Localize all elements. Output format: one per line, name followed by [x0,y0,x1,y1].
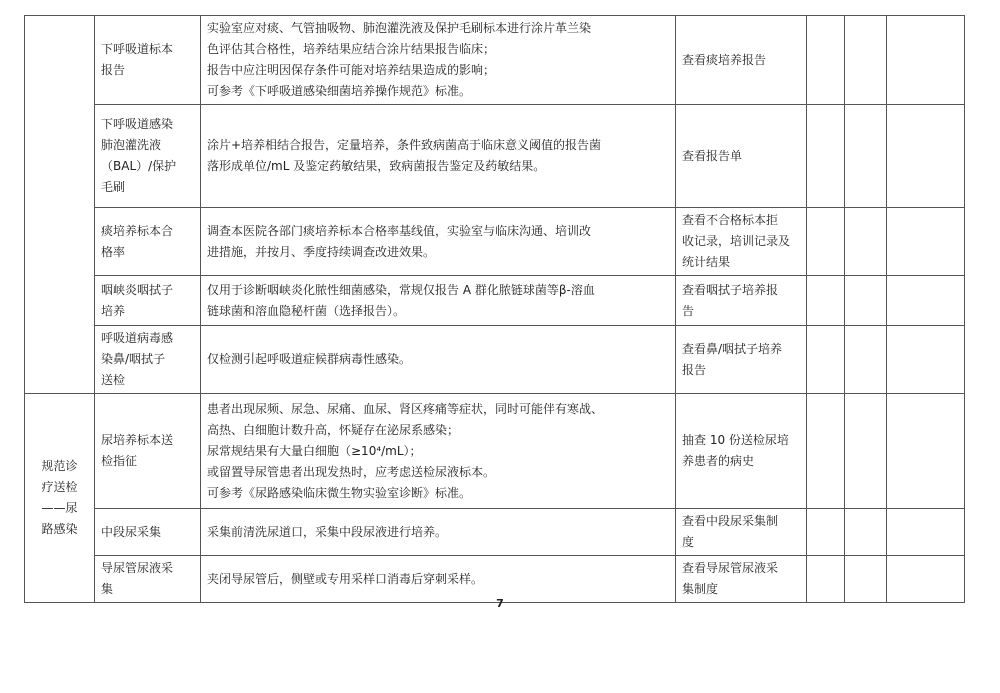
item-cell [95,326,201,394]
requirement-cell [201,208,676,276]
item-cell-line: 尿培养标本送 [101,433,174,447]
method-cell [676,276,807,326]
requirement-cell [201,509,676,556]
method-cell-line: 养患者的病史 [682,454,755,468]
method-cell-line: 告 [682,303,695,318]
table-row [25,16,965,105]
requirement-cell-line: 患者出现尿频、尿急、尿痛、血尿、肾区疼痛等症状，同时可能伴有寒战、 [207,401,604,416]
requirement-cell-line: 报告中应注明因保存条件可能对培养结果造成的影响； [207,63,496,77]
method-cell-line: 查看鼻/咽拭子培养 [682,341,783,356]
requirement-cell-line: 尿常规结果有大量白细胞（≥10⁴/mL）； [207,443,422,458]
category-cell-respiratory [25,16,95,394]
requirement-cell-line: 高热、白细胞计数升高，怀疑存在泌尿系感染； [207,422,460,437]
requirement-cell-line: 仅检测引起呼吸道症候群病毒性感染。 [207,352,412,366]
remark-cell [887,509,965,556]
category-cell-urinary-line: ——尿 [41,501,78,515]
requirement-cell [201,326,676,394]
remark-cell [887,556,965,603]
requirement-cell-line: 实验室应对痰、气管抽吸物、肺泡灌洗液及保护毛刷标本进行涂片革兰染 [207,21,592,35]
method-cell-line: 报告 [682,362,707,377]
category-cell-urinary-line: 路感染 [41,522,78,536]
remark-cell [887,276,965,326]
category-cell-urinary [25,394,95,603]
method-cell-line: 查看不合格标本拒 [682,213,779,227]
method-cell-line: 查看咽拭子培养报 [682,282,779,297]
page-number: 7 [496,597,504,610]
remark-cell [887,16,965,105]
method-cell-line: 抽查 10 份送检尿培 [682,433,789,447]
method-cell [676,556,807,603]
item-cell-line: （BAL）/保护 [101,159,177,173]
table-row [25,326,965,394]
item-cell [95,105,201,208]
item-cell-line: 肺泡灌洗液 [101,138,162,152]
score-cell-a [807,509,845,556]
table-body [25,16,965,603]
method-cell-line: 收记录，培训记录及 [682,234,791,248]
requirement-cell-line: 色评估其合格性，培养结果应结合涂片结果报告临床； [207,42,496,56]
item-cell-line: 集 [101,582,114,596]
score-cell-b [845,208,887,276]
score-cell-a [807,326,845,394]
item-cell-line: 检指征 [101,454,138,468]
score-cell-a [807,394,845,509]
remark-cell [887,326,965,394]
score-cell-a [807,16,845,105]
requirement-cell-line: 或留置导尿管患者出现发热时，应考虑送检尿液标本。 [207,464,496,479]
remark-cell [887,105,965,208]
score-cell-b [845,16,887,105]
requirement-cell-line: 可参考《尿路感染临床微生物实验室诊断》标准。 [207,485,472,500]
score-cell-a [807,105,845,208]
score-cell-b [845,105,887,208]
item-cell-line: 毛刷 [101,180,126,194]
table-row [25,208,965,276]
method-cell [676,16,807,105]
item-cell-line: 痰培养标本合 [101,223,174,238]
requirement-cell-line: 进措施，并按月、季度持续调查改进效果。 [207,244,436,259]
category-cell-urinary-line: 规范诊 [41,459,78,473]
score-cell-b [845,556,887,603]
item-cell [95,394,201,509]
item-cell [95,208,201,276]
table-row [25,105,965,208]
item-cell [95,276,201,326]
item-cell-line: 下呼吸道感染 [101,117,174,131]
table-row [25,556,965,603]
requirement-cell [201,276,676,326]
score-cell-a [807,208,845,276]
remark-cell [887,394,965,509]
requirement-cell [201,16,676,105]
method-cell [676,105,807,208]
item-cell-line: 下呼吸道标本 [101,42,174,56]
method-cell-line: 度 [682,535,695,549]
requirement-cell-line: 可参考《下呼吸道感染细菌培养操作规范》标准。 [207,84,472,98]
score-cell-a [807,276,845,326]
method-cell-line: 查看中段尿采集制 [682,514,779,528]
item-cell-line: 导尿管尿液采 [101,561,174,575]
method-cell-line: 查看报告单 [682,148,743,163]
requirement-cell-line: 采集前清洗尿道口，采集中段尿液进行培养。 [207,524,448,539]
score-cell-b [845,509,887,556]
item-cell [95,16,201,105]
method-cell-line: 查看痰培养报告 [682,52,767,67]
item-cell-line: 呼吸道病毒感 [101,331,174,345]
method-cell [676,509,807,556]
item-cell-line: 咽峡炎咽拭子 [101,282,174,297]
score-cell-b [845,394,887,509]
method-cell [676,326,807,394]
requirement-cell-line: 链球菌和溶血隐秘杆菌（选择报告）。 [207,303,406,318]
remark-cell [887,208,965,276]
item-cell-line: 送检 [101,373,126,387]
requirement-cell-line: 仅用于诊断咽峡炎化脓性细菌感染，常规仅报告 A 群化脓链球菌等β-溶血 [207,282,595,297]
requirement-cell [201,556,676,603]
requirement-cell-line: 调查本医院各部门痰培养标本合格率基线值，实验室与临床沟通、培训改 [207,223,592,238]
method-cell-line: 集制度 [682,582,719,596]
category-cell-urinary-line: 疗送检 [41,480,78,494]
method-cell [676,394,807,509]
standards-table [24,15,965,603]
item-cell-line: 中段尿采集 [101,524,162,539]
method-cell-line: 统计结果 [682,255,731,269]
score-cell-a [807,556,845,603]
table-row [25,276,965,326]
item-cell-line: 染鼻/咽拭子 [101,352,166,366]
table-row [25,509,965,556]
requirement-cell [201,394,676,509]
score-cell-b [845,326,887,394]
requirement-cell-line: 夹闭导尿管后，侧壁或专用采样口消毒后穿刺采样。 [207,571,484,586]
method-cell-line: 查看导尿管尿液采 [682,561,779,575]
item-cell-line: 报告 [101,63,126,77]
requirement-cell-line: 落形成单位/mL 及鉴定药敏结果，致病菌报告鉴定及药敏结果。 [207,159,546,173]
requirement-cell-line: 涂片+培养相结合报告，定量培养，条件致病菌高于临床意义阈值的报告菌 [207,138,602,152]
method-cell [676,208,807,276]
score-cell-b [845,276,887,326]
item-cell-line: 培养 [101,303,126,318]
item-cell-line: 格率 [101,244,126,259]
item-cell [95,509,201,556]
requirement-cell [201,105,676,208]
item-cell [95,556,201,603]
table-row [25,394,965,509]
